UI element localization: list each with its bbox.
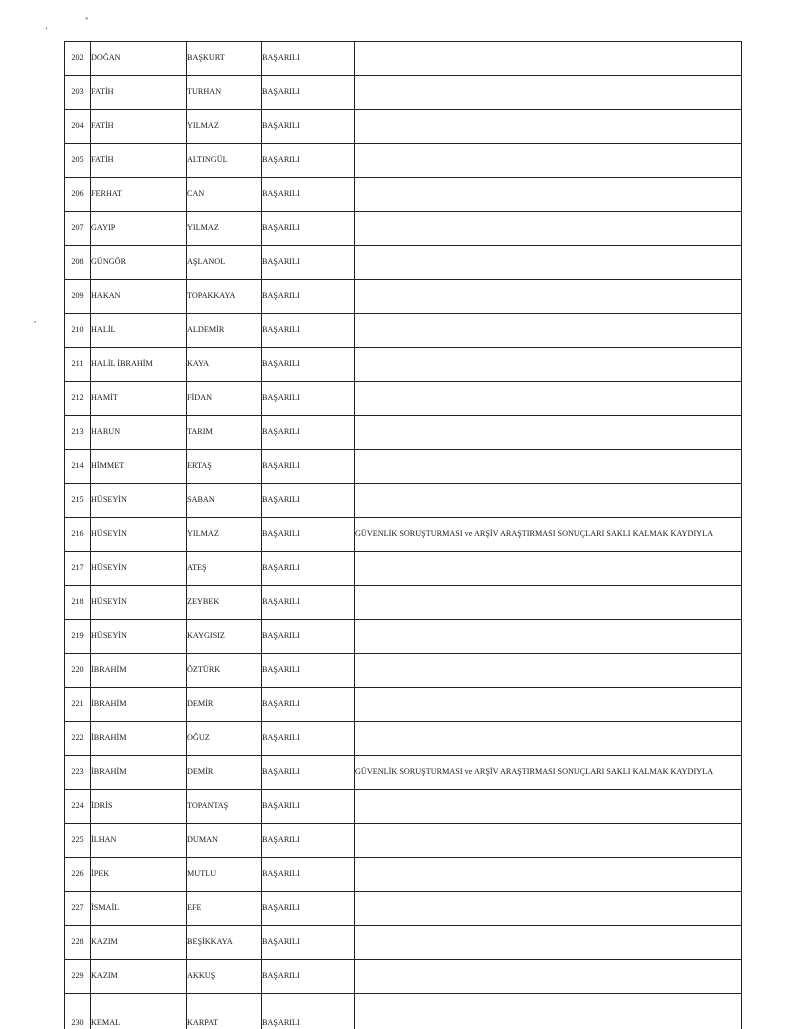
table-row (65, 586, 742, 620)
first-name-cell: İBRAHİM (91, 688, 187, 722)
row-number-cell: 226 (65, 858, 91, 892)
first-name-cell: HÜSEYİN (91, 620, 187, 654)
result-note-cell (355, 246, 742, 280)
result-note-cell: GÜVENLİK SORUŞTURMASI ve ARŞİV ARAŞTIRMASI SONUÇLARI SAKLI KALMAK KAYDIYLA (355, 756, 742, 790)
last-name-cell: KAYA (187, 348, 262, 382)
result-note-cell (355, 280, 742, 314)
table-row (65, 926, 742, 960)
result-status-cell: BAŞARILI (262, 586, 355, 620)
result-status-cell: BAŞARILI (262, 246, 355, 280)
first-name-cell: HAMİT (91, 382, 187, 416)
first-name-cell: GAYIP (91, 212, 187, 246)
last-name-cell: EFE (187, 892, 262, 926)
last-name-cell: DEMİR (187, 756, 262, 790)
last-name-cell: TURHAN (187, 76, 262, 110)
table-row (65, 688, 742, 722)
row-number-cell: 227 (65, 892, 91, 926)
table-row (65, 314, 742, 348)
row-number-cell: 204 (65, 110, 91, 144)
first-name-cell: KEMAL (91, 994, 187, 1029)
first-name-cell: İLHAN (91, 824, 187, 858)
scan-speck: ʼ (45, 26, 48, 36)
last-name-cell: ALTINGÜL (187, 144, 262, 178)
row-number-cell: 229 (65, 960, 91, 994)
result-status-cell: BAŞARILI (262, 178, 355, 212)
result-status-cell: BAŞARILI (262, 858, 355, 892)
result-status-cell: BAŞARILI (262, 314, 355, 348)
row-number-cell: 216 (65, 518, 91, 552)
last-name-cell: YILMAZ (187, 212, 262, 246)
first-name-cell: FATİH (91, 110, 187, 144)
table-row (65, 450, 742, 484)
first-name-cell: FATİH (91, 144, 187, 178)
result-note-cell (355, 450, 742, 484)
table-row (65, 892, 742, 926)
result-status-cell: BAŞARILI (262, 790, 355, 824)
row-number-cell: 217 (65, 552, 91, 586)
table-row (65, 858, 742, 892)
table-row (65, 552, 742, 586)
row-number-cell: 210 (65, 314, 91, 348)
result-status-cell: BAŞARILI (262, 552, 355, 586)
table-row (65, 518, 742, 552)
first-name-cell: HİMMET (91, 450, 187, 484)
result-status-cell: BAŞARILI (262, 212, 355, 246)
table-row (65, 382, 742, 416)
last-name-cell: ÖZTÜRK (187, 654, 262, 688)
table-row (65, 76, 742, 110)
scan-speck: • (34, 320, 36, 326)
first-name-cell: DOĞAN (91, 42, 187, 76)
first-name-cell: HÜSEYİN (91, 552, 187, 586)
result-note-cell (355, 688, 742, 722)
last-name-cell: MUTLU (187, 858, 262, 892)
row-number-cell: 214 (65, 450, 91, 484)
first-name-cell: FATİH (91, 76, 187, 110)
table-row (65, 280, 742, 314)
row-number-cell: 220 (65, 654, 91, 688)
result-note-cell (355, 552, 742, 586)
result-status-cell: BAŞARILI (262, 450, 355, 484)
result-note-cell (355, 586, 742, 620)
results-table-body (65, 42, 742, 1029)
result-status-cell: BAŞARILI (262, 892, 355, 926)
result-status-cell: BAŞARILI (262, 348, 355, 382)
result-status-cell: BAŞARILI (262, 416, 355, 450)
row-number-cell: 222 (65, 722, 91, 756)
result-status-cell: BAŞARILI (262, 280, 355, 314)
table-row (65, 348, 742, 382)
row-number-cell: 224 (65, 790, 91, 824)
last-name-cell: TOPAKKAYA (187, 280, 262, 314)
row-number-cell: 206 (65, 178, 91, 212)
result-status-cell: BAŞARILI (262, 484, 355, 518)
result-status-cell: BAŞARILI (262, 620, 355, 654)
result-status-cell: BAŞARILI (262, 960, 355, 994)
result-note-cell (355, 416, 742, 450)
last-name-cell: ERTAŞ (187, 450, 262, 484)
result-note-cell (355, 348, 742, 382)
result-status-cell: BAŞARILI (262, 756, 355, 790)
result-note-cell (355, 790, 742, 824)
row-number-cell: 207 (65, 212, 91, 246)
last-name-cell: OĞUZ (187, 722, 262, 756)
first-name-cell: HALİL İBRAHİM (91, 348, 187, 382)
last-name-cell: YILMAZ (187, 110, 262, 144)
result-status-cell: BAŞARILI (262, 654, 355, 688)
row-number-cell: 225 (65, 824, 91, 858)
result-note-cell (355, 722, 742, 756)
result-note-cell: GÜVENLİK SORUŞTURMASI ve ARŞİV ARAŞTIRMASI SONUÇLARI SAKLI KALMAK KAYDIYLA (355, 518, 742, 552)
scan-speck: * (85, 16, 89, 24)
row-number-cell: 230 (65, 994, 91, 1029)
result-note-cell (355, 620, 742, 654)
result-status-cell: BAŞARILI (262, 926, 355, 960)
first-name-cell: KAZIM (91, 926, 187, 960)
table-row (65, 960, 742, 994)
result-note-cell (355, 858, 742, 892)
first-name-cell: İSMAİL (91, 892, 187, 926)
results-table (64, 41, 742, 1029)
first-name-cell: FERHAT (91, 178, 187, 212)
table-row (65, 212, 742, 246)
result-status-cell: BAŞARILI (262, 518, 355, 552)
row-number-cell: 208 (65, 246, 91, 280)
last-name-cell: DEMİR (187, 688, 262, 722)
last-name-cell: ALDEMİR (187, 314, 262, 348)
result-status-cell: BAŞARILI (262, 994, 355, 1029)
last-name-cell: BAŞKURT (187, 42, 262, 76)
last-name-cell: TARIM (187, 416, 262, 450)
last-name-cell: AKKUŞ (187, 960, 262, 994)
row-number-cell: 215 (65, 484, 91, 518)
last-name-cell: KAYGISIZ (187, 620, 262, 654)
table-row (65, 246, 742, 280)
table-row (65, 484, 742, 518)
last-name-cell: BEŞİKKAYA (187, 926, 262, 960)
first-name-cell: İBRAHİM (91, 654, 187, 688)
last-name-cell: AŞLANOL (187, 246, 262, 280)
first-name-cell: KAZIM (91, 960, 187, 994)
first-name-cell: HÜSEYİN (91, 518, 187, 552)
row-number-cell: 205 (65, 144, 91, 178)
table-row (65, 110, 742, 144)
table-row (65, 620, 742, 654)
result-status-cell: BAŞARILI (262, 688, 355, 722)
first-name-cell: HÜSEYİN (91, 484, 187, 518)
row-number-cell: 213 (65, 416, 91, 450)
table-row (65, 722, 742, 756)
table-row (65, 824, 742, 858)
last-name-cell: ATEŞ (187, 552, 262, 586)
first-name-cell: GÜNGÖR (91, 246, 187, 280)
result-note-cell (355, 824, 742, 858)
last-name-cell: SABAN (187, 484, 262, 518)
table-row (65, 654, 742, 688)
last-name-cell: DUMAN (187, 824, 262, 858)
result-status-cell: BAŞARILI (262, 144, 355, 178)
result-note-cell (355, 654, 742, 688)
row-number-cell: 209 (65, 280, 91, 314)
first-name-cell: HARUN (91, 416, 187, 450)
last-name-cell: YILMAZ (187, 518, 262, 552)
result-note-cell (355, 110, 742, 144)
last-name-cell: TOPANTAŞ (187, 790, 262, 824)
result-note-cell (355, 926, 742, 960)
last-name-cell: CAN (187, 178, 262, 212)
first-name-cell: HÜSEYİN (91, 586, 187, 620)
table-row (65, 790, 742, 824)
row-number-cell: 228 (65, 926, 91, 960)
table-row (65, 42, 742, 76)
row-number-cell: 211 (65, 348, 91, 382)
last-name-cell: ZEYBEK (187, 586, 262, 620)
first-name-cell: İBRAHİM (91, 756, 187, 790)
first-name-cell: İBRAHİM (91, 722, 187, 756)
result-note-cell (355, 212, 742, 246)
result-note-cell (355, 178, 742, 212)
result-note-cell (355, 42, 742, 76)
result-note-cell (355, 960, 742, 994)
row-number-cell: 221 (65, 688, 91, 722)
result-status-cell: BAŞARILI (262, 382, 355, 416)
last-name-cell: FİDAN (187, 382, 262, 416)
first-name-cell: HALİL (91, 314, 187, 348)
result-status-cell: BAŞARILI (262, 722, 355, 756)
result-status-cell: BAŞARILI (262, 824, 355, 858)
result-status-cell: BAŞARILI (262, 76, 355, 110)
first-name-cell: İPEK (91, 858, 187, 892)
first-name-cell: HAKAN (91, 280, 187, 314)
result-note-cell (355, 76, 742, 110)
row-number-cell: 223 (65, 756, 91, 790)
table-row (65, 178, 742, 212)
last-name-cell: KARPAT (187, 994, 262, 1029)
result-status-cell: BAŞARILI (262, 110, 355, 144)
table-row (65, 144, 742, 178)
result-note-cell (355, 144, 742, 178)
row-number-cell: 218 (65, 586, 91, 620)
result-note-cell (355, 314, 742, 348)
result-note-cell (355, 484, 742, 518)
result-status-cell: BAŞARILI (262, 42, 355, 76)
table-row (65, 416, 742, 450)
result-note-cell (355, 892, 742, 926)
row-number-cell: 219 (65, 620, 91, 654)
row-number-cell: 212 (65, 382, 91, 416)
table-row (65, 756, 742, 790)
row-number-cell: 203 (65, 76, 91, 110)
result-note-cell (355, 382, 742, 416)
row-number-cell: 202 (65, 42, 91, 76)
first-name-cell: İDRİS (91, 790, 187, 824)
